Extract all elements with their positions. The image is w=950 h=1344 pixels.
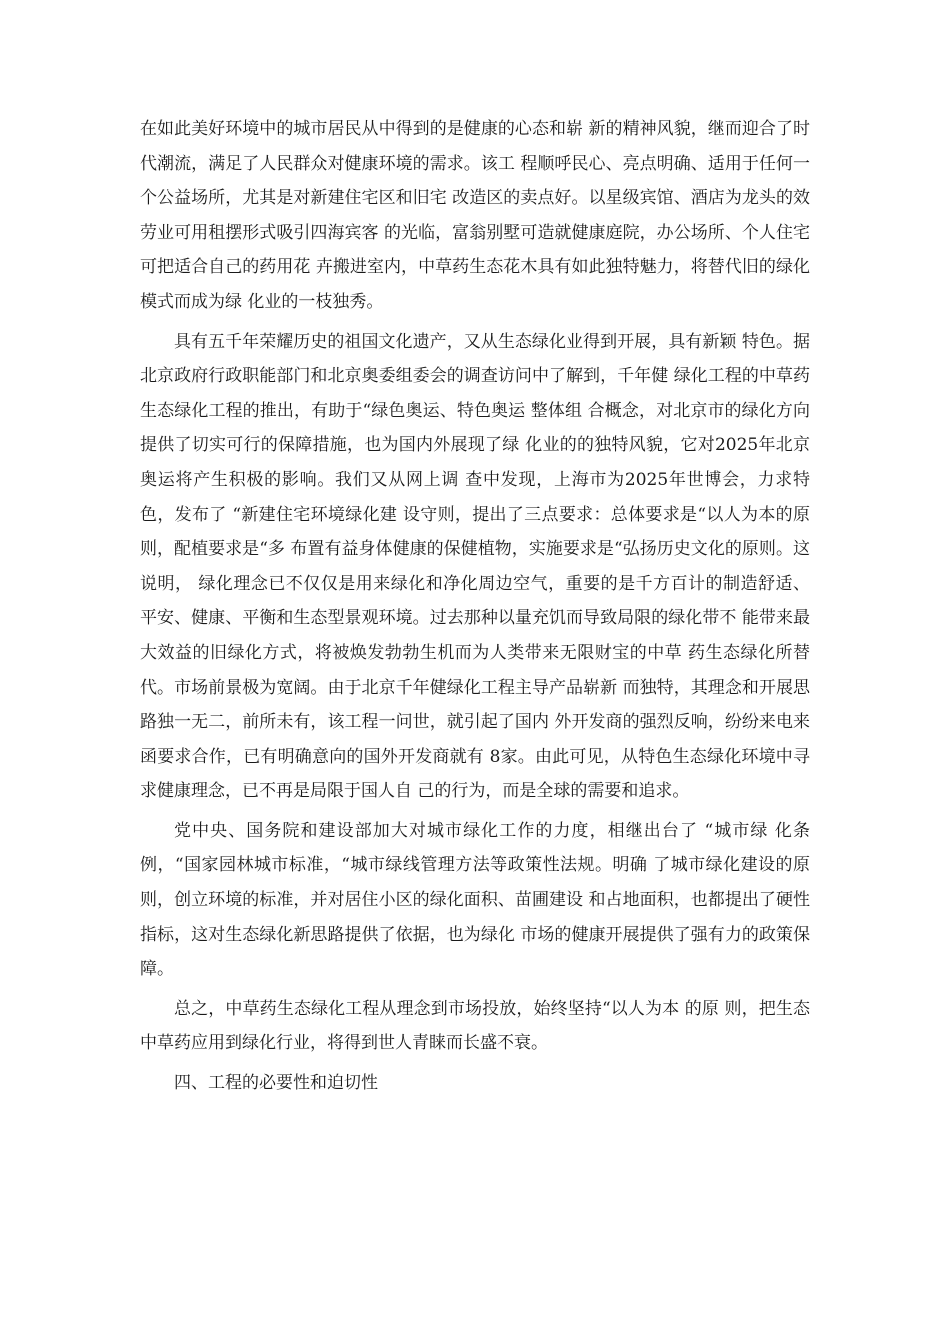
paragraph-1: 在如此美好环境中的城市居民从中得到的是健康的心态和崭 新的精神风貌，继而迎合了时代潮流，满足了人民群众对健康环境的需求。该工 程顺呼民心、亮点明确、适用于任何一个公益场所，尤其是对新建住宅区和旧宅 改造区的卖点好。以星级宾馆、酒店为龙头的效劳业可用租摆形式吸引四海宾客 的光临，富翁别墅可造就健康庭院，办公场所、个人住宅可把适合自己的药用花 卉搬进室内，中草药生态花木具有如此独特魅力，将替代旧的绿化模式而成为绿 化业的一枝独秀。 — [140, 119, 810, 312]
document-page — [140, 112, 810, 1101]
section-heading: 四、工程的必要性和迫切性 — [174, 1073, 378, 1094]
paragraph-2: 具有五千年荣耀历史的祖国文化遗产，又从生态绿化业得到开展，具有新颖 特色。据北京政府行政职能部门和北京奥委组委会的调查访问中了解到，千年健 绿化工程的中草药生态绿化工程的推出，有助于“绿色奥运、特色奥运 整体组 合概念，对北京市的绿化方向提供了切实可行的保障措施，也为国内外展现了绿 化业的的独特风貌，它对2025年北京奥运将产生积极的影响。我们又从网上调 查中发现，上海市为2025年世博会，力求特色，发布了 “新建住宅环境绿化建 设守则，提出了三点要求：总体要求是“以人为本的原则，配植要求是“多 布置有益身体健康的保健植物，实施要求是“弘扬历史文化的原则。这说明， 绿化理念已不仅仅是用来绿化和净化周边空气，重要的是千方百计的制造舒适、 平安、健康、平衡和生态型景观环境。过去那种以量充饥而导致局限的绿化带不 能带来最大效益的旧绿化方式，将被焕发勃勃生机而为人类带来无限财宝的中草 药生态绿化所替代。市场前景极为宽阔。由于北京千年健绿化工程主导产品崭新 而独特，其理念和开展思路独一无二，前所未有，该工程一问世，就引起了国内 外开发商的强烈反响，纷纷来电来函要求合作，已有明确意向的国外开发商就有 8家。由此可见，从特色生态绿化环境中寻求健康理念，已不再是局限于国人自 己的行为，而是全球的需要和追求。 — [140, 331, 810, 802]
paragraph-4: 总之，中草药生态绿化工程从理念到市场投放，始终坚持“以人为本 的原 则，把生态中草药应用到绿化行业，将得到世人青睐而长盛不衰。 — [140, 998, 810, 1054]
paragraph-3: 党中央、国务院和建设部加大对城市绿化工作的力度，相继出台了 “城市绿 化条例，“国家园林城市标准，“城市绿线管理方法等政策性法规。明确 了城市绿化建设的原则，创立环境的标准，并对居住小区的绿化面积、苗圃建设 和占地面积，也都提出了硬性指标，这对生态绿化新思路提供了依据，也为绿化 市场的健康开展提供了强有力的政策保障。 — [140, 820, 810, 980]
